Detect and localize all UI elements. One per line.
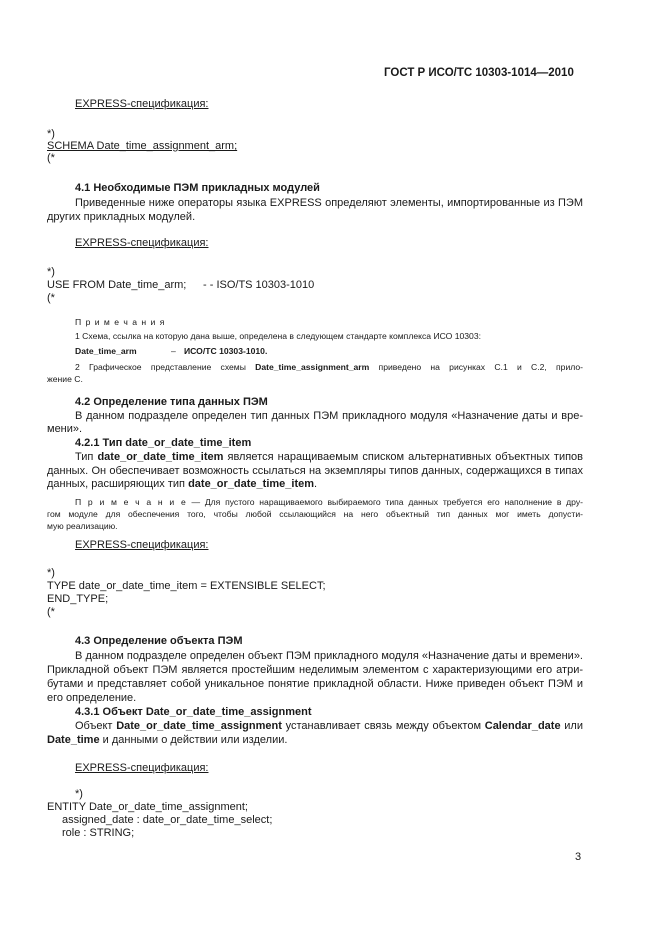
page-number: 3 — [575, 851, 582, 863]
paragraph-line: данных. Он обеспечивает возможность ссылаться на экземпляры типов данных, содержащихся в типах — [47, 465, 583, 477]
note-line: гом модуле для обеспечения того, чтобы любой ссылающийся на него объектный тип данных мог иметь допусти- — [47, 509, 583, 519]
code-comment-close: (* — [47, 292, 55, 304]
code-attribute-line: role : STRING; — [62, 827, 135, 839]
note-line: мую реализацию. — [47, 521, 118, 531]
code-schema-line: SCHEMA Date_time_assignment_arm; — [47, 140, 238, 152]
paragraph-line: В данном подразделе определен объект ПЭМ прикладного модуля «Назначение даты и времени». — [75, 650, 583, 662]
paragraph-line: Тип date_or_date_time_item является наращиваемым списком альтернативных объектных типов — [75, 451, 584, 463]
note-1-ref-standard: ИСО/ТС 10303-1010. — [184, 346, 268, 356]
express-spec-label: EXPRESS-спецификация: — [75, 762, 209, 774]
section-heading-4-2-1: 4.2.1 Тип date_or_date_time_item — [75, 437, 252, 449]
paragraph-line: В данном подразделе определен тип данных ПЭМ прикладного модуля «Назначение даты и вре- — [75, 410, 583, 422]
code-comment-close: (* — [47, 152, 55, 164]
paragraph-line: данных, расширяющих тип date_or_date_time_item. — [47, 478, 318, 490]
note-1: 1 Схема, ссылка на которую дана выше, определена в следующем стандарте комплекса ИСО 10303: — [75, 331, 481, 341]
code-inline-comment: - - ISO/TS 10303-1010 — [203, 279, 315, 291]
code-comment-open: *) — [75, 788, 83, 800]
paragraph-line: Приведенные ниже операторы языка EXPRESS определяют элементы, импортированные из ПЭМ — [75, 197, 583, 209]
note-line: П р и м е ч а н и е — Для пустого наращиваемого выбираемого типа данных требуется его наполнение в дру- — [75, 497, 583, 507]
section-heading-4-3: 4.3 Определение объекта ПЭМ — [75, 635, 243, 647]
section-heading-4-3-1: 4.3.1 Объект Date_or_date_time_assignment — [75, 706, 312, 718]
code-attribute-line: assigned_date : date_or_date_time_select; — [62, 814, 273, 826]
code-comment-open: *) — [47, 567, 55, 579]
paragraph-line: бутами и представляет собой уникальное понятие прикладной области. Ниже приведен объект ПЭМ и — [47, 678, 583, 690]
document-header: ГОСТ Р ИСО/ТС 10303-1014—2010 — [384, 67, 574, 79]
code-comment-open: *) — [47, 128, 55, 140]
code-type-line: TYPE date_or_date_time_item = EXTENSIBLE SELECT; — [47, 580, 326, 592]
paragraph-line: других прикладных модулей. — [47, 211, 196, 223]
section-heading-4-2: 4.2 Определение типа данных ПЭМ — [75, 396, 268, 408]
note-1-ref-dash: – — [171, 346, 176, 356]
note-2-continuation: жение С. — [47, 374, 83, 384]
section-heading-4-1: 4.1 Необходимые ПЭМ прикладных модулей — [75, 182, 320, 194]
paragraph-line: его определение. — [47, 692, 137, 704]
code-comment-close: (* — [47, 606, 55, 618]
express-spec-label: EXPRESS-спецификация: — [75, 237, 209, 249]
express-spec-label: EXPRESS-спецификация: — [75, 539, 209, 551]
note-1-ref-name: Date_time_arm — [75, 346, 137, 356]
code-entity-line: ENTITY Date_or_date_time_assignment; — [47, 801, 248, 813]
express-spec-label: EXPRESS-спецификация: — [75, 98, 209, 110]
code-end-type-line: END_TYPE; — [47, 593, 109, 605]
paragraph-line: Date_time и данными о действии или изделии. — [47, 734, 288, 746]
note-2: 2 Графическое представление схемы Date_time_assignment_arm приведено на рисунках С.1 и С.2, прило- — [75, 362, 583, 372]
paragraph-line: Объект Date_or_date_time_assignment устанавливает связь между объектом Calendar_date или — [75, 720, 583, 732]
code-use-from-line: USE FROM Date_time_arm; — [47, 279, 187, 291]
notes-title: П р и м е ч а н и я — [75, 317, 166, 327]
paragraph-line: Прикладной объект ПЭМ является простейшим неделимым элементом с характеризующими его атри- — [47, 664, 583, 676]
code-comment-open: *) — [47, 266, 55, 278]
paragraph-line: мени». — [47, 423, 83, 435]
